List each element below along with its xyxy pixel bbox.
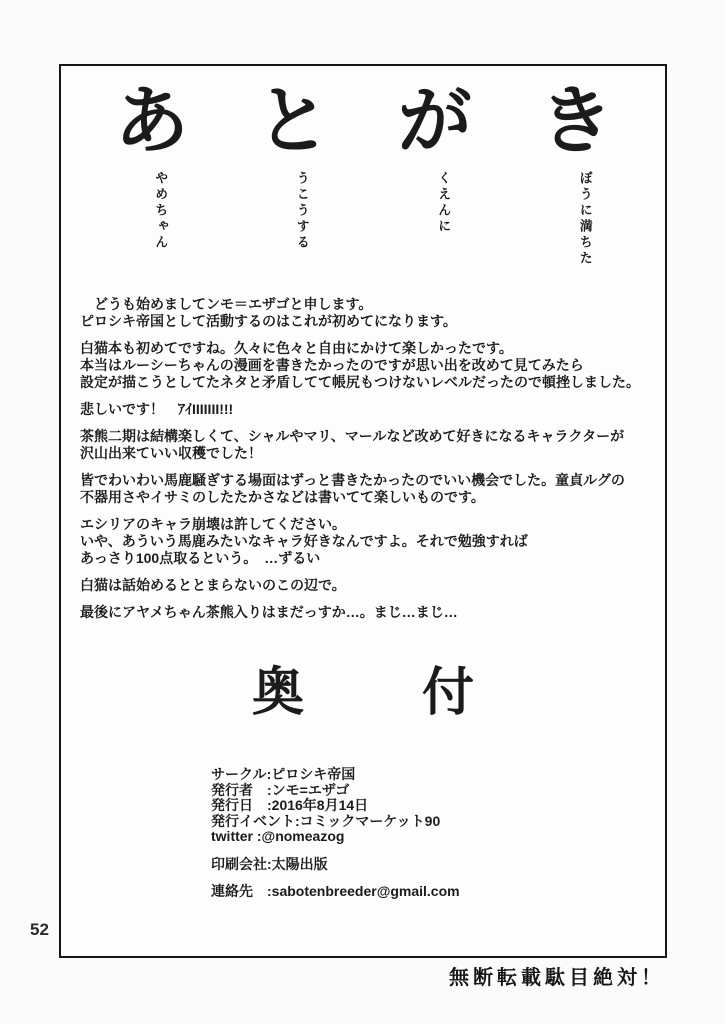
afterword-line: 悲しいです！ ｱｲIIIIIII!!! (80, 401, 234, 417)
afterword-line: いや、あういう馬鹿みたいなキャラ好きなんですよ。それで勉強すれば (80, 533, 528, 549)
title-cell (81, 78, 223, 285)
afterword-line: どうも始めましてンモ＝エザゴと申します。 (80, 296, 373, 312)
colophon-circle-line: サークル:ピロシキ帝国 (211, 766, 356, 782)
title-cell (223, 78, 365, 285)
colophon-author-line: 発行者 :ンモ=エザゴ (211, 781, 350, 798)
title-char-a: あ (114, 79, 189, 162)
afterword-paragraph (80, 604, 653, 621)
colophon-date-line: 発行日 :2016年8月14日 (211, 797, 369, 813)
colophon-block (61, 767, 665, 900)
afterword-paragraph (80, 516, 653, 567)
title-cell (364, 78, 506, 285)
afterword-body (61, 285, 665, 621)
afterword-paragraph (80, 401, 653, 418)
colophon-contact-line: 連絡先 :sabotenbreeder@gmail.com (211, 883, 460, 899)
afterword-paragraph (80, 577, 653, 594)
colophon-twitter-line: twitter :@nomeazog (211, 828, 345, 844)
afterword-line: 設定が描こうとしてたネタと矛盾してて帳尻もつけないレベルだったので頓挫しました。 (80, 374, 640, 390)
page-number: 52 (30, 920, 49, 939)
afterword-line: 本当はルーシーちゃんの漫画を書きたかったのですが思い出を改めて見てみたら (80, 357, 584, 373)
afterword-line: 茶熊二期は結構楽しくて、シャルやマリ、マールなど改めて好きになるキャラクターが (80, 428, 625, 444)
colophon-event-line: 発行イベント:コミックマーケット90 (211, 812, 441, 829)
title-ruby-ga: くえんに (436, 171, 452, 235)
afterword-paragraph (80, 472, 653, 506)
afterword-line: 最後にアヤメちゃん茶熊入りはまだっすか…。まじ…まじ… (80, 604, 458, 620)
afterword-line: エシリアのキャラ崩壊は許してください。 (80, 516, 346, 532)
afterword-line: あっさり100点取るという。 …ずるい (80, 550, 321, 566)
colophon-contact-block (211, 884, 665, 900)
afterword-title (61, 74, 665, 285)
colophon-heading (61, 663, 665, 723)
title-char-ga: が (397, 79, 472, 162)
no-reproduction-notice: 無断転載駄目絶対！ (449, 967, 665, 989)
afterword-line: 白猫本も初めてですね。久々に色々と自由にかけて楽しかったです。 (80, 340, 513, 356)
afterword-paragraph (80, 428, 653, 462)
title-cell (506, 78, 648, 285)
title-char-ki: き (539, 79, 614, 162)
afterword-line: 不器用さやイサミのしたたかさなどは書いてて楽しいものです。 (80, 489, 485, 505)
afterword-paragraph (80, 340, 653, 391)
content-border-frame (59, 64, 667, 958)
afterword-line: ピロシキ帝国として活動するのはこれが初めてになります。 (80, 313, 457, 329)
colophon-publisher-block (211, 767, 665, 845)
colophon-heading-char-left: 奥 (251, 664, 304, 722)
afterword-line: 沢山出来ていい収穫でした！ (80, 445, 262, 461)
title-ruby-ki: ぼうに満ちた (577, 171, 593, 267)
afterword-line: 白猫は話始めるととまらないのこの辺で。 (80, 577, 346, 593)
colophon-printer-line: 印刷会社:太陽出版 (211, 855, 328, 872)
title-ruby-a: やめちゃん (153, 171, 169, 251)
colophon-heading-char-right: 付 (422, 664, 475, 722)
colophon-printer-block (211, 857, 665, 873)
afterword-line: 皆でわいわい馬鹿騒ぎする場面はずっと書きたかったのでいい機会でした。童貞ルグの (80, 472, 625, 488)
title-ruby-to: うこうする (294, 171, 310, 251)
afterword-paragraph (80, 296, 653, 330)
title-char-to: と (256, 79, 331, 162)
